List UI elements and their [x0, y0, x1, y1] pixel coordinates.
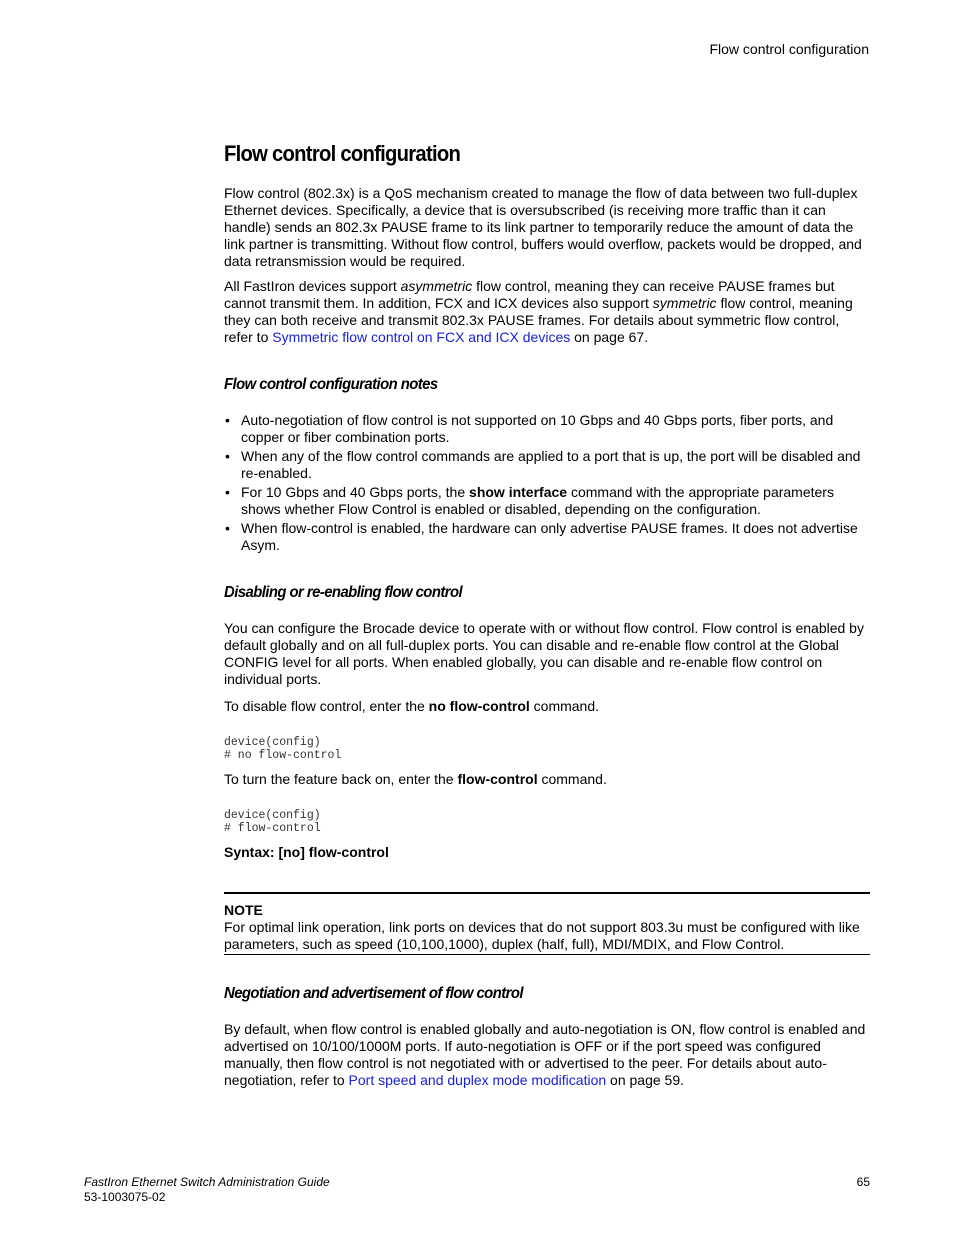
code-block-disable: device(config) # no flow-control	[224, 736, 342, 762]
no-flow-control-command: no flow-control	[428, 698, 530, 714]
note-label: NOTE	[224, 902, 263, 918]
running-header: Flow control configuration	[709, 41, 869, 57]
show-interface-command: show interface	[469, 484, 568, 500]
list-item: • Auto-negotiation of flow control is not supported on 10 Gbps and 40 Gbps ports, fiber ports, and copper or fiber combination ports.	[225, 412, 834, 445]
notes-heading: Flow control configuration notes	[224, 376, 438, 393]
disable-paragraph: You can configure the Brocade device to operate with or without flow control. Flow control is enabled by default globally and on all full-duplex ports. You can disable and re-enable flow control at the Global CONFIG level for all ports. When enabled globally, you can disable and re-enable flow control on individual ports.	[224, 620, 864, 687]
list-item: • For 10 Gbps and 40 Gbps ports, the show interface command with the appropriate parameters shows whether Flow Control is enabled or disabled, depending on the configuration.	[225, 484, 834, 517]
syntax-line: Syntax: [no] flow-control	[224, 844, 389, 860]
asymmetric-term: asymmetric	[400, 278, 473, 294]
footer-doc-number: 53-1003075-02	[84, 1190, 166, 1204]
note-top-rule	[224, 892, 870, 894]
negotiation-paragraph: By default, when flow control is enabled globally and auto-negotiation is ON, flow control is enabled and advertised on 10/100/1000M ports. If auto-negotiation is OFF or if the port speed was configured manually, then flow control is not negotiated with or advertised to the peer. For details about auto-negotiation, refer to Port speed and duplex mode modification on page 59.	[224, 1021, 866, 1088]
negotiation-heading: Negotiation and advertisement of flow control	[224, 985, 523, 1002]
intro-paragraph-2: All FastIron devices support asymmetric flow control, meaning they can receive PAUSE frames but cannot transmit them. In addition, FCX and ICX devices also support symmetric flow control, meaning they can both receive and transmit 802.3x PAUSE frames. For details about symmetric flow control, refer to Symmetric flow control on FCX and ICX devices on page 67.	[224, 278, 853, 345]
symmetric-term: symmetric	[652, 295, 717, 311]
port-speed-duplex-link[interactable]: Port speed and duplex mode modification	[348, 1072, 607, 1088]
list-item: • When flow-control is enabled, the hardware can only advertise PAUSE frames. It does not advertise Asym.	[225, 520, 858, 553]
disable-heading: Disabling or re-enabling flow control	[224, 584, 463, 601]
note-bottom-rule	[224, 954, 870, 955]
notes-list	[224, 412, 870, 556]
code-block-enable: device(config) # flow-control	[224, 809, 321, 835]
enable-instruction: To turn the feature back on, enter the flow-control command.	[224, 771, 607, 787]
note-text: For optimal link operation, link ports on devices that do not support 803.3u must be configured with like parameters, such as speed (10,100,1000), duplex (half, full), MDI/MDIX, and Flow Control.	[224, 919, 860, 952]
footer-guide-title: FastIron Ethernet Switch Administration Guide	[84, 1175, 330, 1189]
disable-instruction: To disable flow control, enter the no flow-control command.	[224, 698, 600, 714]
intro-paragraph-1: Flow control (802.3x) is a QoS mechanism created to manage the flow of data between two full-duplex Ethernet devices. Specifically, a device that is oversubscribed (is receiving more traffic than it can handle) sends an 802.3x PAUSE frame to its link partner to temporarily reduce the amount of data the link partner is transmitting. Without flow control, buffers would overflow, packets would be dropped, and data retransmission would be required.	[224, 185, 862, 269]
footer-page-number: 65	[856, 1175, 870, 1189]
symmetric-flow-control-link[interactable]: Symmetric flow control on FCX and ICX devices	[272, 329, 571, 345]
list-item: • When any of the flow control commands are applied to a port that is up, the port will be disabled and re-enabled.	[225, 448, 861, 481]
page-title: Flow control configuration	[224, 141, 461, 166]
flow-control-command: flow-control	[457, 771, 538, 787]
